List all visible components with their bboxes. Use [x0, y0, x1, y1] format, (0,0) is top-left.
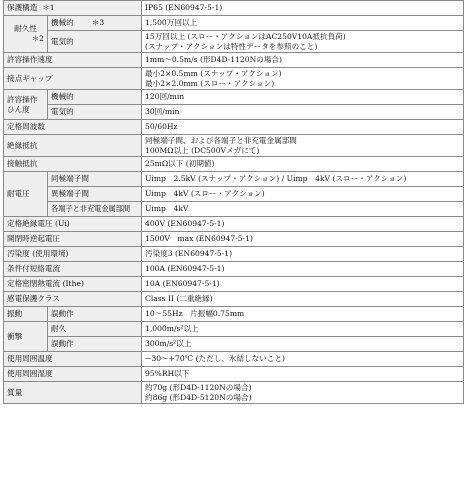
table-row: [4, 120, 464, 135]
spec-label-ambient-humidity: 使用周囲湿度: [4, 367, 142, 382]
table-row: [4, 352, 464, 367]
spec-value-thermal-current: 10A (EN60947-5-1): [142, 277, 464, 292]
table-row: [4, 337, 464, 352]
spec-value-voltage-different-pole: Uimp 4kV (スロー・アクション): [142, 187, 464, 202]
spec-value-durability-mechanical: 1,500万回以上: [142, 16, 464, 31]
spec-label-pollution: 汚染度 (使用環境): [4, 247, 142, 262]
spec-value-weight: 約70g (形D4D-1120Nの場合) 約86g (形D4D-5120Nの場合): [142, 382, 464, 404]
spec-value-vibration: 10〜55Hz 片振幅0.75mm: [142, 307, 464, 322]
spec-value-speed: 1mm〜0.5m/s (形D4D-1120Nの場合): [142, 53, 464, 68]
spec-value-protection-class: Class II (二重絶縁): [142, 292, 464, 307]
spec-label-rated-frequency: 定格周波数: [4, 120, 142, 135]
table-row: [4, 232, 464, 247]
footnote-marker: ＊1: [42, 3, 55, 12]
specifications-table: [3, 0, 464, 404]
spec-value-shock-durable: 1,000m/s²以上: [142, 322, 464, 337]
footnote-marker: ＊3: [91, 18, 105, 27]
spec-label-speed: 許容操作速度: [4, 53, 142, 68]
table-row: [4, 262, 464, 277]
spec-sublabel-shock-malfunction: 誤動作: [48, 337, 142, 352]
table-row: [4, 68, 464, 90]
table-row: [4, 307, 464, 322]
spec-value-shock-malfunction: 300m/s²以上: [142, 337, 464, 352]
spec-label-contact-resistance: 接触抵抗: [4, 157, 142, 172]
spec-label-withstand-voltage: 耐電圧: [4, 172, 48, 217]
spec-sublabel-durability-mechanical: 機械的 ＊3: [48, 16, 142, 31]
spec-sublabel-voltage-ground: 各端子と非充電金属部間: [48, 202, 142, 217]
spec-value-frequency-mechanical: 120回/min: [142, 90, 464, 105]
spec-value-protection: IP65 (EN60947-5-1): [142, 1, 464, 16]
spec-value-insulation: 同極端子間、および各端子と非充電金属部間 100MΩ以上 (DC500Vメガにて): [142, 135, 464, 157]
table-row: [4, 90, 464, 105]
spec-sublabel-shock-durable: 耐久: [48, 322, 142, 337]
spec-sublabel-frequency-mechanical: 機械的: [48, 90, 142, 105]
footnote-marker: ＊2: [31, 34, 44, 43]
spec-label-thermal-current: 定格密閉熱電流 (Ithe): [4, 277, 142, 292]
spec-value-pollution: 汚染度3 (EN60947-5-1): [142, 247, 464, 262]
spec-sublabel-vibration-malfunction: 誤動作: [48, 307, 142, 322]
table-row: [4, 157, 464, 172]
spec-label-protection: 保護構造 ＊1: [4, 1, 142, 16]
spec-sublabel-voltage-same-pole: 同極端子間: [48, 172, 142, 187]
spec-sublabel-frequency-electrical: 電気的: [48, 105, 142, 120]
table-row: [4, 382, 464, 404]
table-row: [4, 367, 464, 382]
spec-value-switching-overvoltage: 1500V max (EN60947-5-1): [142, 232, 464, 247]
spec-label-insulation: 絶縁抵抗: [4, 135, 142, 157]
table-row: [4, 217, 464, 232]
spec-label-weight: 質量: [4, 382, 142, 404]
spec-label-durability: 耐久性 ＊2: [4, 16, 48, 53]
table-row: [4, 187, 464, 202]
spec-label-contact-gap: 接点ギャップ: [4, 68, 142, 90]
table-row: [4, 172, 464, 187]
spec-value-rated-frequency: 50/60Hz: [142, 120, 464, 135]
spec-value-durability-electrical: 15万回以上 (スロー・アクションはAC250V10A抵抗負荷) (スナップ・アクションは特性データを参照のこと): [142, 31, 464, 53]
table-row: [4, 53, 464, 68]
table-row: [4, 105, 464, 120]
spec-value-rated-insulation: 400V (EN60947-5-1): [142, 217, 464, 232]
table-row: [4, 16, 464, 31]
spec-label-short-circuit: 条件付短絡電流: [4, 262, 142, 277]
table-row: [4, 292, 464, 307]
spec-label-ambient-temperature: 使用周囲温度: [4, 352, 142, 367]
table-row: [4, 277, 464, 292]
spec-value-voltage-ground: Uimp 4kV: [142, 202, 464, 217]
spec-label-vibration: 振動: [4, 307, 48, 322]
spec-sublabel-voltage-different-pole: 異極端子間: [48, 187, 142, 202]
spec-value-ambient-temperature: −30〜+70℃ (ただし、氷結しないこと): [142, 352, 464, 367]
table-row: [4, 322, 464, 337]
spec-label-shock: 衝撃: [4, 322, 48, 352]
table-row: [4, 1, 464, 16]
table-row: [4, 31, 464, 53]
spec-value-contact-gap: 最小2×0.5mm (スナップ・アクション) 最小2×2.0mm (スロー・アクション): [142, 68, 464, 90]
spec-sublabel-durability-electrical: 電気的: [48, 31, 142, 53]
table-row: [4, 202, 464, 217]
spec-value-short-circuit: 100A (EN60947-5-1): [142, 262, 464, 277]
table-row: [4, 135, 464, 157]
spec-value-contact-resistance: 25mΩ以下 (初期値): [142, 157, 464, 172]
spec-label-protection-class: 感電保護クラス: [4, 292, 142, 307]
spec-value-frequency-electrical: 30回/min: [142, 105, 464, 120]
spec-label-frequency: 許容操作 ひん度: [4, 90, 48, 120]
spec-label-rated-insulation: 定格絶縁電圧 (Ui): [4, 217, 142, 232]
spec-value-ambient-humidity: 95%RH以下: [142, 367, 464, 382]
spec-label-switching-overvoltage: 開閉時逆起電圧: [4, 232, 142, 247]
table-row: [4, 247, 464, 262]
spec-value-voltage-same-pole: Uimp 2.5kV (スナップ・アクション) / Uimp 4kV (スロー・アクション): [142, 172, 464, 187]
